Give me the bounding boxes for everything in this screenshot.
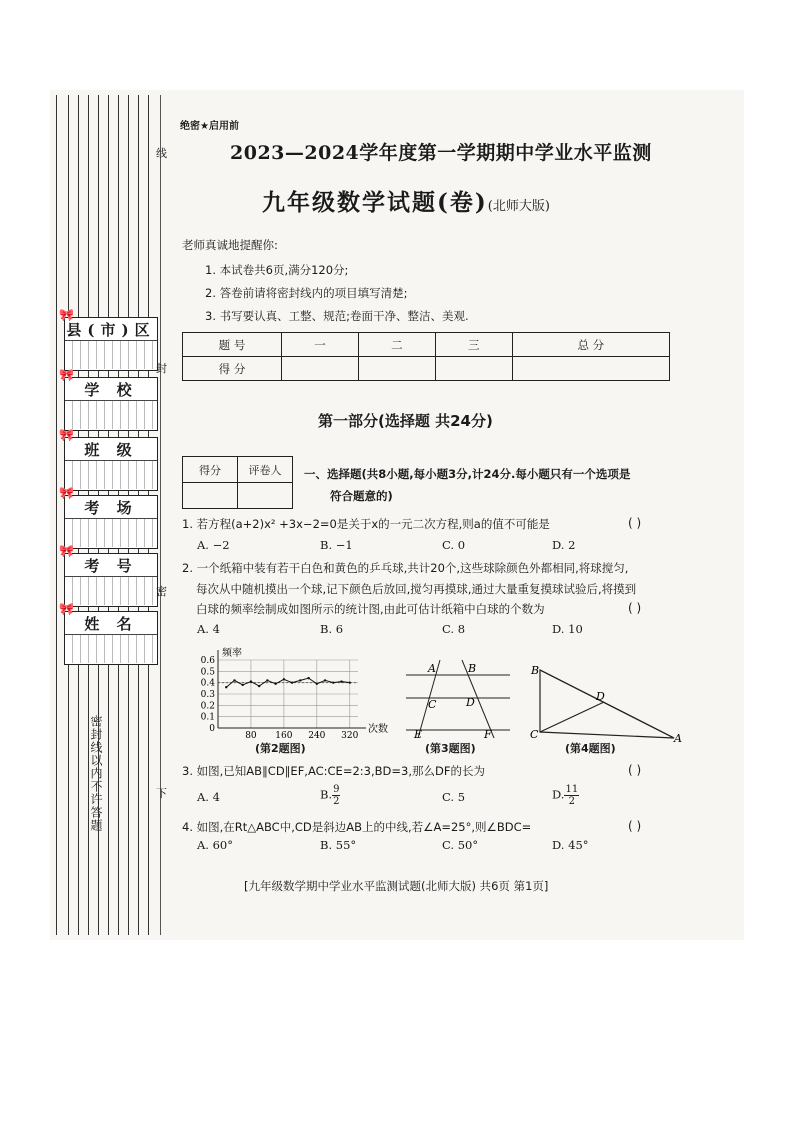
score-header-cell: 总 分 xyxy=(512,333,669,357)
frequency-point xyxy=(266,679,268,681)
part-title: 第一部分(选择题 共24分) xyxy=(318,412,493,430)
score-header-cell: 一 xyxy=(282,333,359,357)
option: C. 0 xyxy=(442,538,466,552)
field-label: 班 级 xyxy=(65,438,157,461)
field-exam-number[interactable] xyxy=(59,544,158,607)
frequency-point xyxy=(283,678,285,680)
score-cell[interactable] xyxy=(358,357,435,381)
frequency-point xyxy=(233,679,235,681)
option: A. 4 xyxy=(197,622,220,636)
reminder-heading: 老师真诚地提醒你: xyxy=(182,238,278,252)
question-1-stem: 1. 若方程(a+2)x² +3x−2=0是关于x的一元二次方程,则a的值不可能是 xyxy=(182,517,550,531)
fraction: $\frac{11}{2}$ xyxy=(565,784,579,807)
frequency-point xyxy=(225,686,227,688)
subtitle-text: 九年级数学试题(卷) xyxy=(262,189,488,216)
seal-char: 线 xyxy=(156,147,167,160)
field-label: 姓 名 xyxy=(65,612,157,635)
score-header-cell: 题 号 xyxy=(183,333,282,357)
y-axis-label: 频率 xyxy=(222,648,242,659)
score-cell[interactable] xyxy=(435,357,512,381)
x-tick-label: 240 xyxy=(308,731,326,741)
question-3-stem: 3. 如图,已知AB∥CD∥EF,AC:CE=2:3,BD=3,那么DF的长为 xyxy=(182,764,485,778)
grader-table xyxy=(182,456,293,509)
frequency-point xyxy=(258,685,260,687)
field-exam-room[interactable] xyxy=(59,486,158,549)
seal-note: 密封线以内不许答题 xyxy=(89,715,103,832)
option: C. 8 xyxy=(442,622,466,636)
figure-4-right-triangle xyxy=(528,662,688,744)
y-tick-label: 0.4 xyxy=(200,678,215,689)
bow-icon: 🎀 xyxy=(59,428,74,442)
secret-label: 绝密★启用前 xyxy=(180,121,239,132)
field-label: 考 号 xyxy=(65,554,157,577)
point-label: C xyxy=(428,698,437,711)
y-tick-label: 0.1 xyxy=(200,712,215,723)
option: B. −1 xyxy=(320,538,353,552)
y-tick-label: 0.3 xyxy=(200,690,215,700)
bow-icon: 🎀 xyxy=(59,544,74,558)
score-row-label: 得 分 xyxy=(183,357,282,381)
y-tick-label: 0 xyxy=(209,724,215,734)
grader-header: 评卷人 xyxy=(238,457,293,483)
frequency-point xyxy=(242,684,244,686)
frequency-point xyxy=(291,681,293,683)
x-axis-label: 次数 xyxy=(368,724,388,735)
score-cell[interactable] xyxy=(282,357,359,381)
bow-icon: 🎀 xyxy=(59,368,74,382)
field-county[interactable] xyxy=(59,308,158,371)
option: A. −2 xyxy=(197,538,230,552)
page-footer: [九年级数学期中学业水平监测试题(北师大版) 共6页 第1页] xyxy=(244,879,549,893)
seal-char: 下 xyxy=(156,787,167,800)
point-label: D xyxy=(596,690,605,703)
field-class[interactable] xyxy=(59,428,158,491)
section-instruction: 一、选择题(共8小题,每小题3分,计24分.每小题只有一个选项是 xyxy=(304,467,631,481)
option-label: D. xyxy=(552,787,565,802)
exam-subtitle xyxy=(262,184,550,217)
score-header-cell: 三 xyxy=(435,333,512,357)
question-4-stem: 4. 如图,在Rt△ABC中,CD是斜边AB上的中线,若∠A=25°,则∠BDC= xyxy=(182,820,532,834)
section-instruction: 符合题意的) xyxy=(330,489,393,503)
median-cd xyxy=(540,702,604,732)
exam-title: 2023—2024学年度第一学期期中学业水平监测 xyxy=(230,142,652,164)
y-tick-label: 0.2 xyxy=(200,701,215,712)
answer-paren[interactable]: ( ) xyxy=(628,601,642,615)
frequency-point xyxy=(332,681,334,683)
frequency-point xyxy=(340,680,342,682)
question-2-stem: 每次从中随机摸出一个球,记下颜色后放回,搅匀再摸球,通过大量重复摸球试验后,将摸到 xyxy=(196,582,637,596)
grader-cell[interactable] xyxy=(238,483,293,509)
frequency-point xyxy=(349,681,351,683)
field-label: 考 场 xyxy=(65,496,157,519)
option: B. 55° xyxy=(320,838,357,852)
point-label: F xyxy=(484,728,492,741)
frequency-point xyxy=(316,683,318,685)
option: B. 6 xyxy=(320,622,344,636)
field-label: 县(市)区 xyxy=(65,318,157,341)
field-name[interactable] xyxy=(59,602,158,665)
answer-paren[interactable]: ( ) xyxy=(628,763,642,777)
frequency-point xyxy=(307,677,309,679)
point-label: A xyxy=(428,662,436,675)
bow-icon: 🎀 xyxy=(59,308,74,322)
question-2-stem: 白球的频率绘制成如图所示的统计图,由此可估计纸箱中白球的个数为 xyxy=(196,602,545,616)
option: C. 50° xyxy=(442,838,479,852)
point-label: B xyxy=(531,664,540,677)
question-2-stem: 2. 一个纸箱中装有若干白色和黄色的乒乓球,共计20个,这些球除颜色外都相同,将球搅匀, xyxy=(182,561,629,575)
option: C. 5 xyxy=(442,790,466,804)
chart-axes xyxy=(218,650,366,728)
option: A. 60° xyxy=(197,838,233,852)
reminder-item: 3. 书写要认真、工整、规范;卷面干净、整洁、美观. xyxy=(205,309,469,323)
point-label: D xyxy=(466,696,475,709)
bow-icon: 🎀 xyxy=(59,602,74,616)
x-tick-label: 320 xyxy=(341,731,359,741)
score-cell[interactable] xyxy=(512,357,669,381)
frequency-point xyxy=(324,679,326,681)
edition-text: (北师大版) xyxy=(487,199,550,214)
grader-header: 得分 xyxy=(183,457,238,483)
x-tick-label: 160 xyxy=(275,731,293,741)
field-label: 学 校 xyxy=(65,378,157,401)
frequency-chart xyxy=(190,642,388,742)
option-d xyxy=(552,784,579,807)
frequency-point xyxy=(274,683,276,685)
option: D. 10 xyxy=(552,622,583,636)
point-label: B xyxy=(468,662,477,675)
score-table xyxy=(182,332,670,381)
option: A. 4 xyxy=(197,790,220,804)
y-tick-label: 0.6 xyxy=(200,656,215,666)
grader-cell[interactable] xyxy=(183,483,238,509)
option-b xyxy=(320,784,340,807)
fraction: $\frac{9}{2}$ xyxy=(333,784,340,807)
point-label: C xyxy=(530,728,539,741)
answer-paren[interactable]: ( ) xyxy=(628,819,642,833)
point-label: E xyxy=(414,728,423,741)
frequency-point xyxy=(250,680,252,682)
seal-char: 密 xyxy=(156,585,167,598)
x-tick-label: 80 xyxy=(245,731,257,741)
reminder-item: 1. 本试卷共6页,满分120分; xyxy=(205,263,349,277)
answer-paren[interactable]: ( ) xyxy=(628,516,642,530)
option-label: B. xyxy=(320,787,333,802)
field-school[interactable] xyxy=(59,368,158,431)
option: D. 2 xyxy=(552,538,576,552)
hypotenuse-ab xyxy=(540,670,674,738)
option: D. 45° xyxy=(552,838,589,852)
chart-grid xyxy=(218,660,358,728)
seal-char: 封 xyxy=(156,362,167,375)
score-header-cell: 二 xyxy=(358,333,435,357)
figure-caption: (第4题图) xyxy=(565,742,616,755)
figure-caption: (第2题图) xyxy=(255,742,306,755)
point-label: A xyxy=(674,732,682,745)
bow-icon: 🎀 xyxy=(59,486,74,500)
reminder-item: 2. 答卷前请将密封线内的项目填写清楚; xyxy=(205,286,408,300)
figure-caption: (第3题图) xyxy=(425,742,476,755)
figure-3-parallel-lines xyxy=(402,658,512,740)
y-tick-label: 0.5 xyxy=(200,667,215,678)
binding-margin xyxy=(52,95,172,935)
frequency-point xyxy=(299,679,301,681)
